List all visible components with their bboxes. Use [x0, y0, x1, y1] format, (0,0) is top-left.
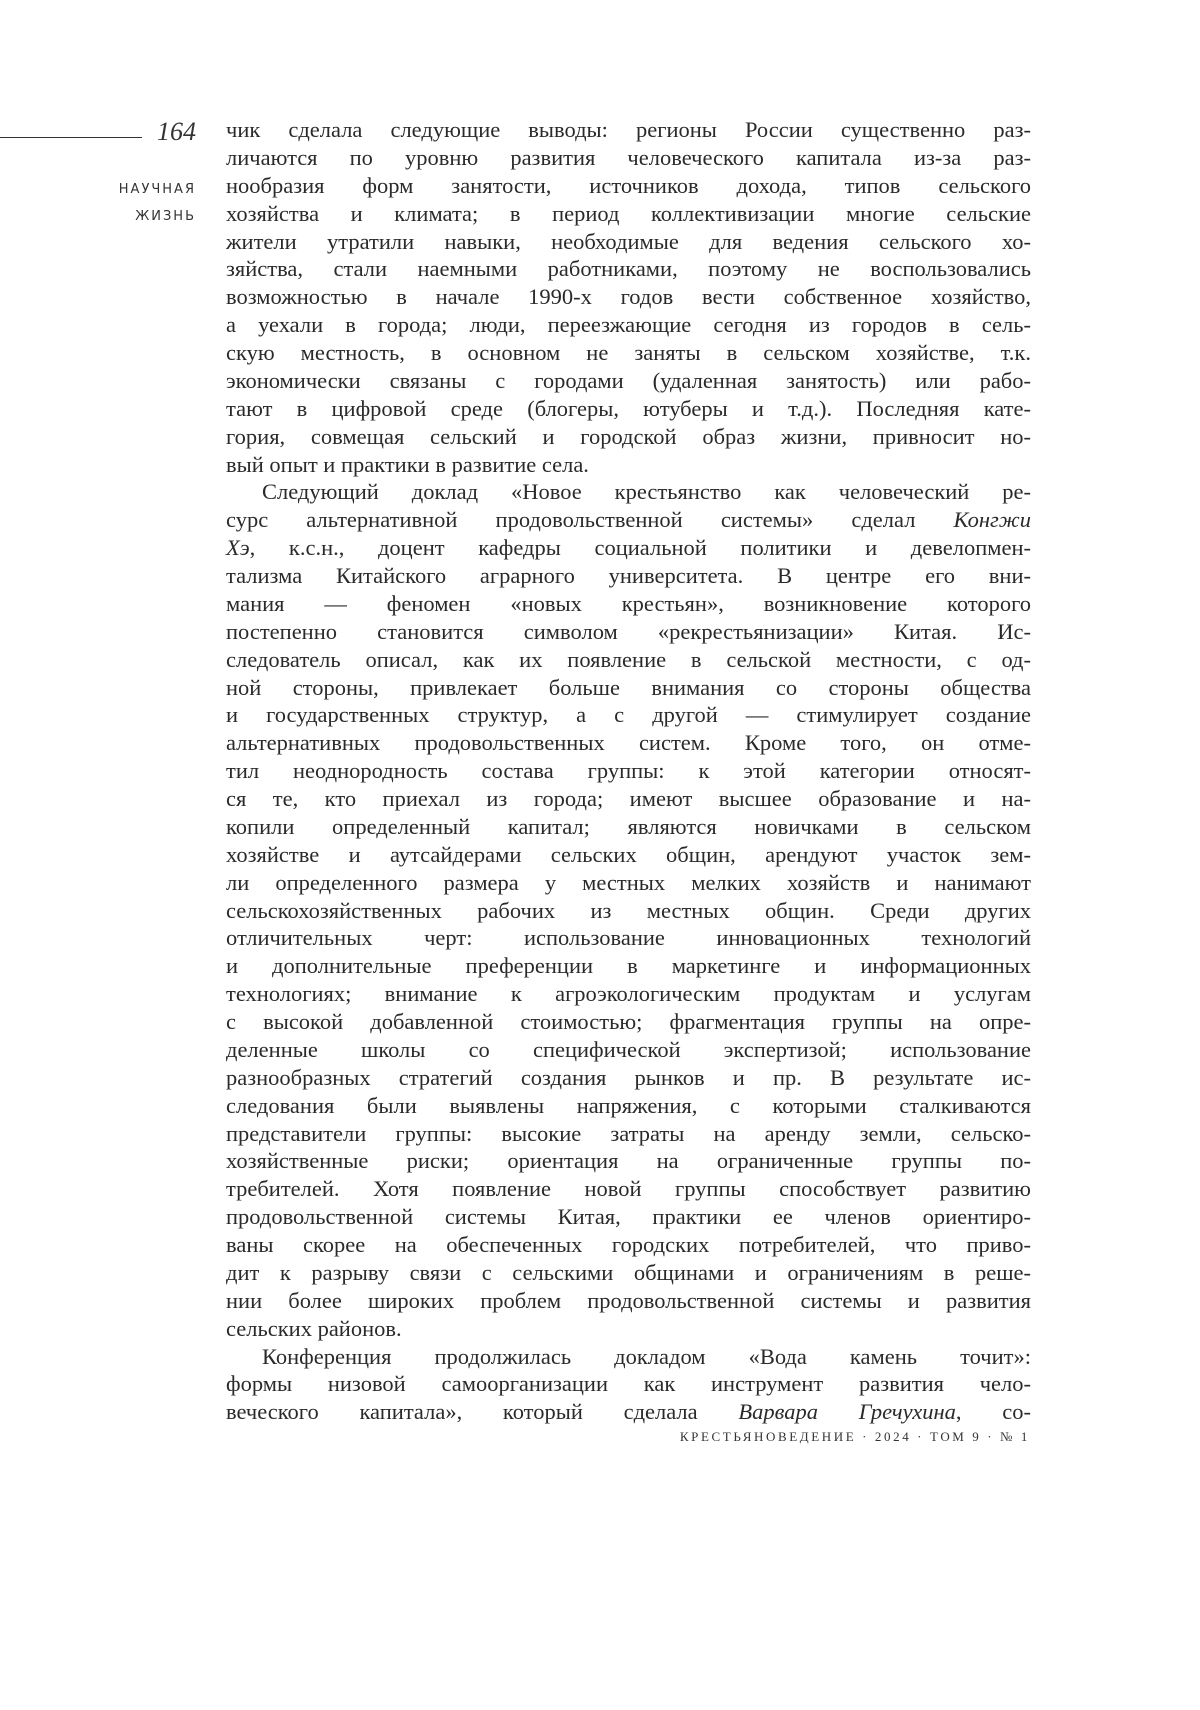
text-segment: разнообразных стратегий создания рынков и пр. В результате ис-: [226, 1065, 1031, 1090]
text-segment: чик сделала следующие выводы: регионы России существенно раз-: [226, 117, 1031, 142]
text-segment: экономически связаны с городами (удаленная занятость) или рабо-: [226, 368, 1031, 393]
text-segment: с высокой добавленной стоимостью; фрагментация группы на опре-: [226, 1009, 1031, 1034]
text-line: [226, 1147, 1031, 1175]
text-line: [226, 311, 1031, 339]
section-label: [100, 176, 196, 230]
text-segment: личаются по уровню развития человеческого капитала из-за раз-: [226, 145, 1031, 170]
text-line: [226, 478, 1031, 506]
text-line: [226, 590, 1031, 618]
text-segment: мания — феномен «новых крестьян», возникновение которого: [226, 591, 1031, 616]
text-segment: деленные школы со специфической экспертизой; использование: [226, 1037, 1031, 1062]
text-line: [226, 646, 1031, 674]
text-segment: продовольственной системы Китая, практики ее членов ориентиро-: [226, 1204, 1031, 1229]
text-line: [226, 757, 1031, 785]
text-line: [226, 729, 1031, 757]
text-segment: ся те, кто приехал из города; имеют высшее образование и на-: [226, 786, 1031, 811]
text-segment: , со-: [956, 1399, 1031, 1424]
text-segment: нии более широких проблем продовольственной системы и развития: [226, 1288, 1031, 1313]
text-segment: тают в цифровой среде (блогеры, ютуберы и т.д.). Последняя кате-: [226, 396, 1031, 421]
text-line: [226, 924, 1031, 952]
text-segment: гория, совмещая сельский и городской образ жизни, привносит но-: [226, 424, 1031, 449]
text-segment: постепенно становится символом «рекрестьянизации» Китая. Ис-: [226, 619, 1031, 644]
text-segment: ваны скорее на обеспеченных городских потребителей, что приво-: [226, 1232, 1031, 1257]
text-segment: копили определенный капитал; являются новичками в сельском: [226, 814, 1031, 839]
text-line: [226, 228, 1031, 256]
text-segment: хозяйственные риски; ориентация на ограниченные группы по-: [226, 1148, 1031, 1173]
text-line: [226, 674, 1031, 702]
text-line: [226, 952, 1031, 980]
text-line: [226, 367, 1031, 395]
text-segment: сельскохозяйственных рабочих из местных общин. Среди других: [226, 898, 1031, 923]
text-segment: а уехали в города; люди, переезжающие сегодня из городов в сель-: [226, 312, 1031, 337]
text-line: [226, 1008, 1031, 1036]
paragraph: [226, 478, 1031, 1342]
text-segment: ли определенного размера у местных мелких хозяйств и нанимают: [226, 870, 1031, 895]
text-line: [226, 1231, 1031, 1259]
text-line: [226, 283, 1031, 311]
text-segment: дит к разрыву связи с сельскими общинами и ограничениям в реше-: [226, 1260, 1031, 1285]
text-segment: сурс альтернативной продовольственной системы» сделал: [226, 507, 954, 532]
paragraph: [226, 1343, 1031, 1427]
text-segment: следования были выявлены напряжения, с которыми сталкиваются: [226, 1093, 1031, 1118]
text-line: [226, 897, 1031, 925]
text-segment: представители группы: высокие затраты на аренду земли, сельско-: [226, 1121, 1031, 1146]
text-line: [226, 1064, 1031, 1092]
text-line: [226, 1203, 1031, 1231]
text-segment: технологиях; внимание к агроэкологическим продуктам и услугам: [226, 981, 1031, 1006]
text-segment: возможностью в начале 1990-х годов вести собственное хозяйство,: [226, 284, 1031, 309]
text-segment: вый опыт и практики в развитие села.: [226, 452, 589, 477]
running-footer: КРЕСТЬЯНОВЕДЕНИЕ · 2024 · ТОМ 9 · № 1: [680, 1429, 1030, 1445]
text-line: [226, 701, 1031, 729]
person-name: Конгжи: [954, 507, 1031, 532]
text-segment: сельских районов.: [226, 1316, 402, 1341]
text-segment: Конференция продолжилась докладом «Вода камень точит»:: [262, 1344, 1031, 1369]
paragraph: [226, 116, 1031, 478]
text-segment: скую местность, в основном не заняты в сельском хозяйстве, т.к.: [226, 340, 1031, 365]
text-line: [226, 144, 1031, 172]
text-segment: требителей. Хотя появление новой группы способствует развитию: [226, 1176, 1031, 1201]
text-line: [226, 1287, 1031, 1315]
text-segment: и государственных структур, а с другой — стимулирует создание: [226, 702, 1031, 727]
text-segment: и дополнительные преференции в маркетинге и информационных: [226, 953, 1031, 978]
text-line: [226, 1175, 1031, 1203]
text-line: [226, 423, 1031, 451]
text-line: [226, 1259, 1031, 1287]
text-line: [226, 506, 1031, 534]
text-line: [226, 1398, 1031, 1426]
text-segment: нообразия форм занятости, источников дохода, типов сельского: [226, 173, 1031, 198]
text-segment: отличительных черт: использование инновационных технологий: [226, 925, 1031, 950]
text-line: [226, 1315, 1031, 1343]
page-number: 164: [140, 117, 196, 147]
text-line: [226, 869, 1031, 897]
text-segment: ной стороны, привлекает больше внимания со стороны общества: [226, 675, 1031, 700]
text-line: [226, 618, 1031, 646]
text-segment: Следующий доклад «Новое крестьянство как человеческий ре-: [262, 479, 1031, 504]
text-line: [226, 172, 1031, 200]
text-line: [226, 1120, 1031, 1148]
text-line: [226, 116, 1031, 144]
text-segment: тил неоднородность состава группы: к этой категории относят-: [226, 758, 1031, 783]
text-line: [226, 785, 1031, 813]
header-rule: [0, 137, 142, 138]
text-line: [226, 339, 1031, 367]
text-line: [226, 1370, 1031, 1398]
text-segment: альтернативных продовольственных систем. Кроме того, он отме-: [226, 730, 1031, 755]
text-line: [226, 534, 1031, 562]
article-body: [226, 116, 1031, 1426]
text-segment: , к.с.н., доцент кафедры социальной политики и девелопмен-: [250, 535, 1031, 560]
text-line: [226, 1036, 1031, 1064]
text-line: [226, 200, 1031, 228]
person-name: Хэ: [226, 535, 250, 560]
text-line: [226, 813, 1031, 841]
text-line: [226, 451, 1031, 479]
person-name: Варвара Гречухина: [738, 1399, 956, 1424]
text-line: [226, 841, 1031, 869]
text-segment: веческого капитала», который сделала: [226, 1399, 738, 1424]
section-label-line1: НАУЧНАЯ: [100, 176, 196, 203]
text-line: [226, 395, 1031, 423]
text-segment: тализма Китайского аграрного университета. В центре его вни-: [226, 563, 1031, 588]
text-segment: зяйства, стали наемными работниками, поэтому не воспользовались: [226, 256, 1031, 281]
text-line: [226, 255, 1031, 283]
section-label-line2: ЖИЗНЬ: [100, 203, 196, 230]
text-segment: формы низовой самоорганизации как инструмент развития чело-: [226, 1371, 1031, 1396]
text-line: [226, 562, 1031, 590]
text-segment: хозяйстве и аутсайдерами сельских общин, арендуют участок зем-: [226, 842, 1031, 867]
text-line: [226, 980, 1031, 1008]
text-segment: следователь описал, как их появление в сельской местности, с од-: [226, 647, 1031, 672]
text-segment: хозяйства и климата; в период коллективизации многие сельские: [226, 201, 1031, 226]
text-segment: жители утратили навыки, необходимые для ведения сельского хо-: [226, 229, 1031, 254]
text-line: [226, 1092, 1031, 1120]
text-line: [226, 1343, 1031, 1371]
